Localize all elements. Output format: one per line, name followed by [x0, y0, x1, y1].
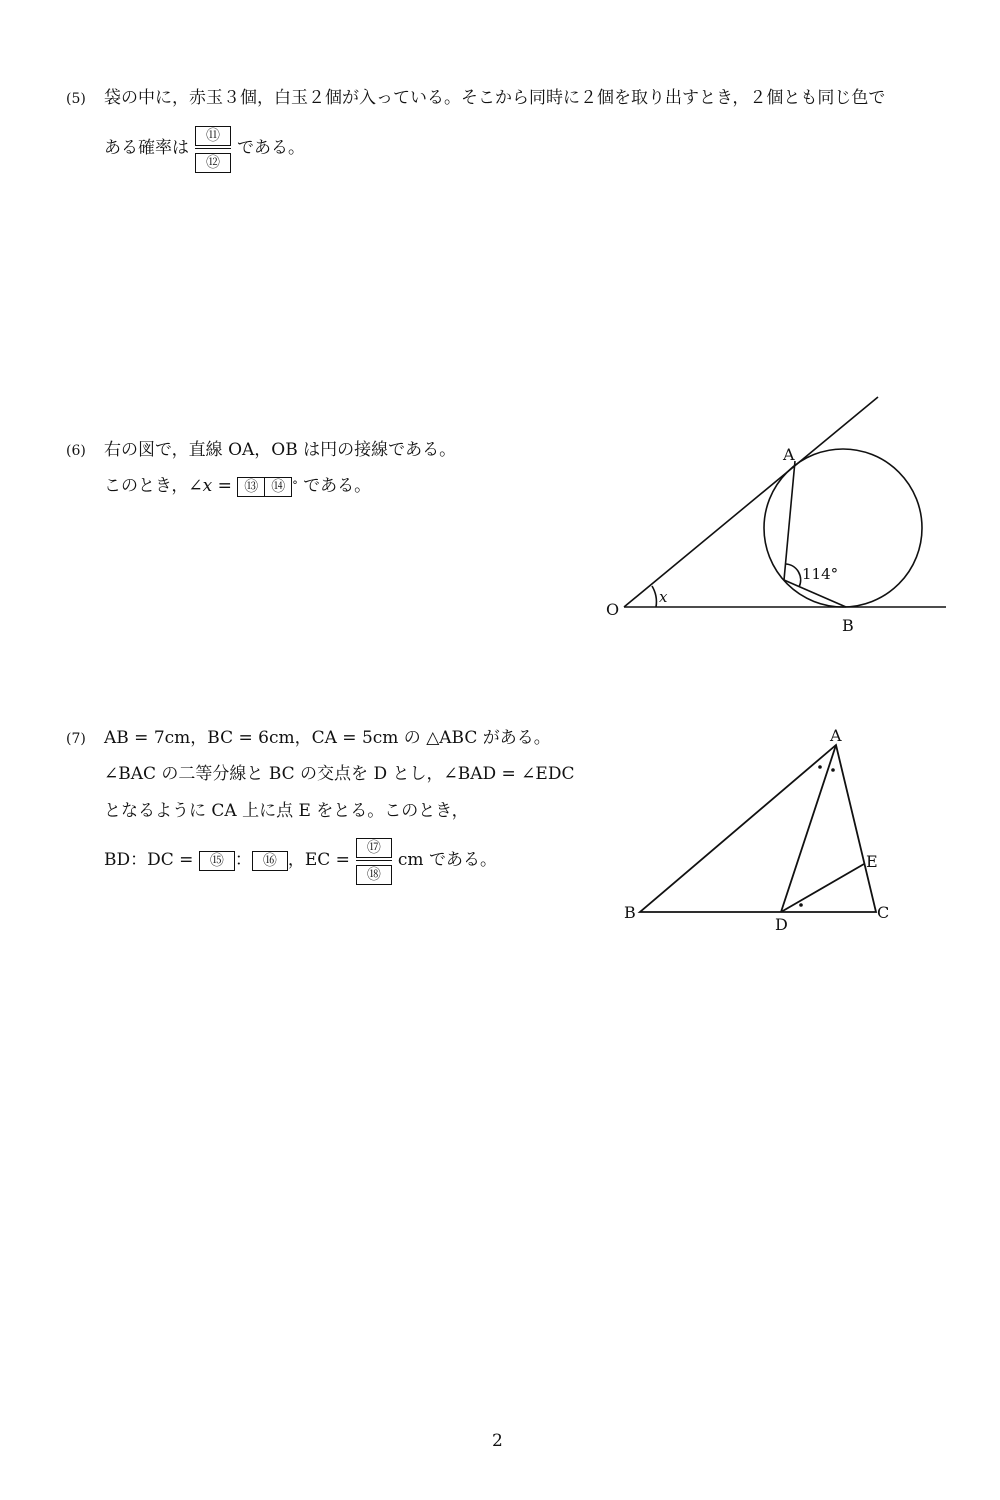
- q7-angle-marks: [799, 765, 835, 907]
- q7-answer-line: [104, 836, 497, 885]
- chord-A-P: [784, 461, 795, 580]
- label-E: E: [866, 852, 878, 871]
- q7-bd-prefix: BD：DC =: [104, 850, 194, 870]
- q7-text-line3: となるように CA 上に点 E をとる。このとき，: [104, 801, 469, 821]
- angle-x-arc: [652, 586, 656, 607]
- q7-text-line1: AB = 7cm，BC = 6cm，CA = 5cm の △ABC がある。: [104, 728, 551, 748]
- q7-number: (7): [66, 731, 86, 747]
- angle-mark-dot: [831, 768, 835, 772]
- answer-box-18[interactable]: ⑱: [356, 865, 392, 885]
- q6-degree: °: [292, 479, 298, 492]
- segment-DE: [781, 864, 864, 912]
- label-B: B: [624, 903, 636, 922]
- circle: [764, 449, 922, 607]
- label-A: A: [830, 726, 842, 745]
- q6-figure: [624, 397, 946, 607]
- answer-box-11[interactable]: ⑪: [195, 126, 231, 146]
- q7-fraction: [356, 836, 392, 885]
- angle-mark-dot: [799, 903, 803, 907]
- q6-equals: =: [212, 476, 238, 496]
- q6-prefix: このとき，∠: [104, 476, 203, 496]
- label-A: A: [783, 445, 795, 464]
- label-angle-114: 114°: [802, 565, 839, 583]
- label-C: C: [877, 903, 890, 922]
- q7-suffix: cm である。: [397, 850, 497, 870]
- q6-text-line1: 右の図で，直線 OA，OB は円の接線である。: [104, 440, 457, 460]
- label-O: O: [606, 600, 620, 619]
- chord-P-B: [784, 580, 846, 607]
- q5-text-line1: 袋の中に，赤玉３個，白玉２個が入っている。そこから同時に２個を取り出すとき，２個とも同じ色で: [104, 88, 886, 108]
- answer-box-17[interactable]: ⑰: [356, 838, 392, 858]
- q5-number: (5): [66, 91, 86, 107]
- tangent-line-OA: [624, 397, 878, 607]
- page-number: 2: [492, 1431, 503, 1451]
- q7-text-line2: ∠BAC の二等分線と BC の交点を D とし，∠BAD = ∠EDC: [104, 764, 575, 784]
- label-D: D: [775, 915, 788, 934]
- answer-box-12[interactable]: ⑫: [195, 153, 231, 173]
- q7-ec-prefix: ，EC =: [287, 850, 350, 870]
- answer-box-16[interactable]: ⑯: [252, 851, 288, 871]
- q5-prefix: ある確率は: [104, 138, 189, 158]
- label-x: x: [659, 588, 668, 606]
- label-B: B: [842, 616, 854, 635]
- answer-box-15[interactable]: ⑮: [199, 851, 235, 871]
- answer-box-14[interactable]: ⑭: [264, 478, 291, 496]
- answer-box-13[interactable]: ⑬: [244, 478, 259, 495]
- q7-figure: [640, 745, 876, 912]
- q6-var: x: [202, 476, 213, 496]
- q6-number: (6): [66, 443, 86, 459]
- q7-colon: ：: [234, 850, 252, 870]
- bisector-AD: [781, 745, 836, 912]
- q5-suffix: である。: [237, 138, 305, 158]
- angle-mark-dot: [818, 765, 822, 769]
- q6-suffix: である。: [297, 476, 372, 496]
- q7-figure-labels: [624, 726, 889, 934]
- triangle-ABC: [640, 745, 876, 912]
